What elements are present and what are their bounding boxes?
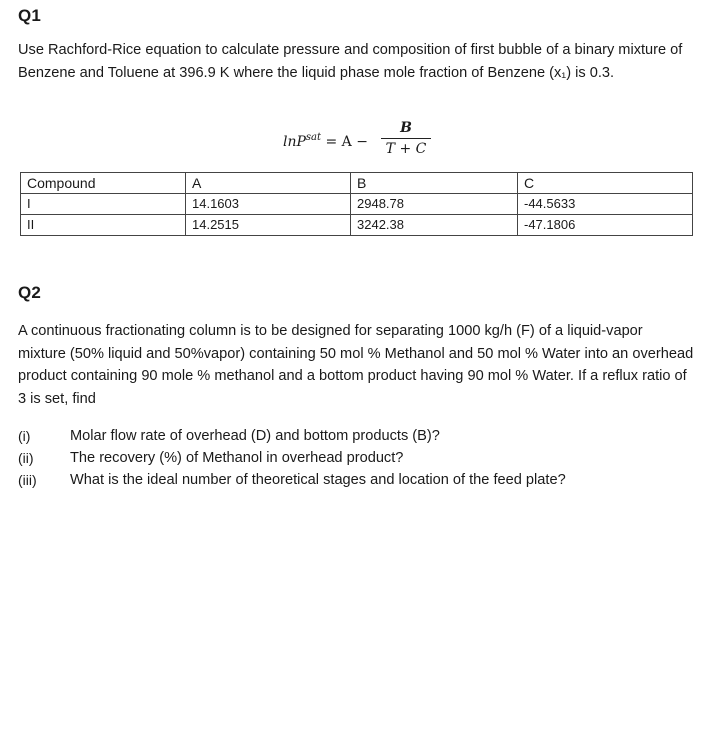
table-row <box>21 194 693 215</box>
q2-heading: Q2 <box>18 283 42 302</box>
equation-numerator: B <box>400 120 412 136</box>
table-header-row <box>21 173 693 194</box>
item-text: What is the ideal number of theoretical stages and location of the feed plate? <box>70 472 566 488</box>
table-cell: I <box>21 194 186 215</box>
item-number: (i) <box>18 428 31 444</box>
item-number: (iii) <box>18 472 37 488</box>
table-cell: -44.5633 <box>518 194 693 215</box>
header-a: A <box>186 173 351 194</box>
q1-heading: Q1 <box>18 6 42 25</box>
table-cell: 14.2515 <box>186 215 351 236</box>
q2-problem-text: A continuous fractionating column is to be designed for separating 1000 kg/h (F) of a liquid-vapor mixture (50% liquid and 50%vapor) containing 50 mol % Methanol and 50 mol % Water into an overhead product containing 90 mole % methanol and a bottom product having 90 mol % Water. If a reflux ratio of 3 is set, find <box>18 323 694 407</box>
table-cell: 3242.38 <box>351 215 518 236</box>
equation-denominator: T + C <box>385 141 427 157</box>
equation-fraction <box>381 118 431 159</box>
item-text: Molar flow rate of overhead (D) and bottom products (B)? <box>70 428 440 444</box>
equation-lhs: lnP$^{sat}$ = A − <box>283 132 368 150</box>
q1-problem-text: Use Rachford-Rice equation to calculate pressure and composition of first bubble of a binary mixture of Benzene and Toluene at 396.9 K where the liquid phase mole fraction of Benzene (x₁) is 0.3. <box>18 42 683 81</box>
table-row <box>21 215 693 236</box>
item-number: (ii) <box>18 450 34 466</box>
table-cell: 2948.78 <box>351 194 518 215</box>
header-compound: Compound <box>21 173 186 194</box>
table-cell: II <box>21 215 186 236</box>
table-cell: 14.1603 <box>186 194 351 215</box>
header-c: C <box>518 173 693 194</box>
antoine-constants-table <box>20 172 693 236</box>
item-text: The recovery (%) of Methanol in overhead product? <box>70 450 404 466</box>
header-b: B <box>351 173 518 194</box>
table-cell: -47.1806 <box>518 215 693 236</box>
